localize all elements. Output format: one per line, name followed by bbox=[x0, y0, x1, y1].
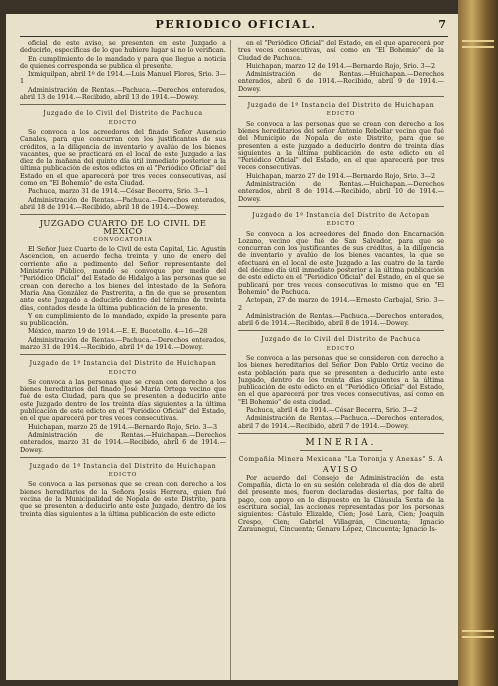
paragraph: Pachuca, abril 4 de 1914.—César Becerra, Srio. 3—2 bbox=[246, 406, 418, 415]
section-title: JUZGADO CUARTO DE LO CIVIL DE MEXICO bbox=[39, 218, 207, 236]
paragraph: Pachuca, marzo 31 de 1914.—César Becerra, Srio. 3—1 bbox=[28, 187, 209, 196]
section-title: Juzgado de 1º Instancia del Distrito de Huichapan bbox=[29, 462, 217, 470]
section-title: Juzgado de lo Civil del Distrito de Pachuca bbox=[261, 336, 421, 344]
section-subtitle: EDICTO bbox=[326, 221, 356, 228]
paragraph: Se convoca a los acreedores del finado don Encarnación Lozano, vecino que fué de San Salvador, para que se concurran con los justificantes de sus créditos, a la diligencia de inventario y avalúo de los bienes vacantes, la que se efectuará en el local de este Juzgado a las cuatro de la tarde del décimo día útil inmediato posterior a la última publicación de este edicto en el "Periódico Oficial" del Estado, en el que se publicará por tres veces consecutivas lo mismo que en "El Bohemio" de Pachuca. bbox=[238, 229, 444, 296]
paragraph: Huichapan, marzo 25 de 1914.—Bernardo Rojo, Srio. 3—3 bbox=[28, 422, 218, 431]
paragraph: oficial de este aviso, se presenten en este Juzgado a deducirlo, específicas de lo que hubiere lugar si no lo verifican. bbox=[20, 40, 226, 55]
paragraph: En cumplimiento de lo mandado y para que llegue a noticia de quienes corresponda se publica el presente. bbox=[20, 54, 226, 70]
section-subtitle: EDICTO bbox=[326, 345, 356, 352]
company-title: Compañía Minera Mexicana "La Toronja y Anexas" S. A bbox=[238, 456, 444, 464]
paragraph: Administración de Rentas.—Huichapan.—Derechos enterados, abril 6 de 1914.—Recibido, abril 9 de 1914.—Dowey. bbox=[238, 70, 444, 93]
book-spine bbox=[458, 0, 498, 686]
section-divider bbox=[20, 457, 226, 458]
paragraph: El Señor Juez Cuarto de lo Civil de esta Capital, Lic. Agustín Ascencion, en acuerdo fecha treinta y uno de enero del corriente año a pedimento del Señor representante del Ministerio Público, mandó se convoque por medio del "Periódico Oficial" del Estado de Hidalgo a las personas que se crean con derecho a los bienes del intestado de la Señora María Ana González de Pastrerita, a fin de que se presenten ante este Juzgado a deducirlo dentro del término de treinta días, contados desde la última publicación de la presente. bbox=[20, 245, 226, 312]
newspaper-page bbox=[6, 14, 458, 680]
paragraph: Administración de Rentas.—Pachuca.—Derechos enterados, abril 6 de 1914.—Recibido, abril 8 de 1914.—Dowey. bbox=[238, 311, 444, 328]
paragraph: Por acuerdo del Consejo de Administración de esta Compañía, dicta lo en su sesión celebrada el día dos de abril del presente mes, fueron declaradas desiertas, por falta de pago, con apoyo en lo dispuesto en la Cláusula Sexta de la escritura social, las acciones representadas por los personas siguientes: Cástulo Elizalde, Cien; José Lara, Cien; Joaquín Crespo, Cien; Gabriel Villagrán, Cincuenta; Ignacio Zaraunegui, Cincuenta; Genaro López, Cincuenta; Ignacio Is- bbox=[238, 473, 444, 533]
section-subtitle: CONVOCATORIA bbox=[93, 236, 153, 243]
section-title: Juzgado de 1º Instancia del Distrito de Actopan bbox=[252, 211, 430, 219]
spine-band bbox=[462, 636, 494, 638]
paragraph: Ixmiquilpan, abril 1º de 1914.—Luis Manuel Flores, Srio. 3—1 bbox=[20, 70, 226, 86]
header-title: PERIODICO OFICIAL. bbox=[155, 18, 317, 31]
paragraph: Administración de Rentas.—Huichapan.—Derechos enterados, abril 8 de 1914.—Recibido, abril 10 de 1914.—Dowey. bbox=[238, 180, 444, 203]
section-title: Juzgado de 1º Instancia del Distrito de Huichapan bbox=[29, 360, 217, 368]
section-divider bbox=[238, 96, 444, 97]
section-subtitle: EDICTO bbox=[108, 369, 138, 376]
mineria-heading: MINERIA. bbox=[305, 437, 377, 448]
section-divider bbox=[238, 206, 444, 207]
section-divider bbox=[300, 450, 382, 451]
section-title: Juzgado de lo Civil del Distrito de Pachuca bbox=[43, 110, 203, 118]
paragraph: Huichapan, marzo 12 de 1914.—Bernardo Rojo, Srio. 3—2 bbox=[246, 61, 436, 70]
paragraph: en el "Periódico Oficial" del Estado, en el que aparecerá por tres veces consecutivas, así como en "El Bohemio" de la Ciudad de Pachuca. bbox=[238, 40, 444, 62]
paragraph: Se convoca a las personas que se crean con derecho a los bienes hereditarios de la Señora Jesús Herrera, quien fué vecina de la Municipalidad de Nopala de este Distrito, para que se presenten a deducirlo ante este Juzgado, dentro de los treinta días siguientes a la última publicación de este edicto bbox=[20, 480, 226, 518]
header-rule bbox=[20, 36, 448, 37]
paragraph: Y en cumplimiento de lo mandado, expido la presente para su publicación. bbox=[20, 311, 226, 328]
paragraph: Se convoca a las personas que se crean con derecho a los bienes hereditarios del finado José María Ortega vecino que fué de esta Ciudad, para que se presenten a deducirlo ante este Juzgado dentro de los treinta días siguientes a la última publicación de este edicto en el "Periódico Oficial" del Estado, en el que aparecerá por tres veces consecutivas. bbox=[20, 377, 226, 423]
page-header bbox=[26, 18, 446, 34]
paragraph: Administración de Rentas.—Pachuca.—Derechos enterados, marzo 31 de 1914.—Recibido, abril 1º de 1914.—Dowey. bbox=[20, 335, 226, 351]
right-column bbox=[238, 40, 444, 674]
section-subtitle: EDICTO bbox=[108, 472, 138, 479]
left-column bbox=[20, 40, 226, 674]
paragraph: Se convoca a las personas que se consideren con derecho a los bienes hereditarios del Señor Don Pablo Ortiz vecino de esta población para que se presenten a deducirlo ante este Juzgado, dentro de los treinta días siguientes a la última publicación de este edicto en el "Periódico Oficial" del Estado, en el que aparecerá por tres veces consecutivas, así como en "El Bohemio" de esta ciudad. bbox=[238, 353, 444, 406]
paragraph: Administración de Rentas.—Pachuca.—Derechos enterados, abril 13 de 1914.—Recibido, abril 13 de 1914.—Dowey. bbox=[20, 85, 226, 102]
column-divider bbox=[230, 40, 231, 680]
paragraph: México, marzo 19 de 1914.—E. E. Bucetello. 4—16—28 bbox=[28, 327, 208, 336]
aviso-heading: AVISO bbox=[322, 464, 360, 474]
section-divider bbox=[20, 214, 226, 215]
page-number: 7 bbox=[438, 18, 446, 31]
section-divider bbox=[238, 433, 444, 434]
spine-band bbox=[462, 40, 494, 42]
spine-band bbox=[462, 630, 494, 632]
paragraph: Administración de Rentas.—Pachuca.—Derechos enterados, abril 7 de 1914.—Recibido, abril 7 de 1914.—Dowey. bbox=[238, 414, 444, 430]
section-subtitle: EDICTO bbox=[326, 111, 356, 118]
section-subtitle: EDICTO bbox=[108, 119, 138, 126]
paragraph: Administración de Rentas.—Huichapan.—Derechos enterados, marzo 31 de 1914.—Recibido, abril 6 de 1914.—Dowey. bbox=[20, 430, 226, 454]
section-title: Juzgado de 1º Instancia del Distrito de Huichapan bbox=[247, 102, 435, 110]
section-divider bbox=[20, 104, 226, 105]
paragraph: Actopan, 27 de marzo de 1914.—Ernesto Carbajal, Srio. 3—2 bbox=[238, 296, 444, 312]
paragraph: Huichapan, marzo 27 de 1914.—Bernardo Rojo, Srio. 3—2 bbox=[246, 171, 436, 180]
paragraph: Se convoca a las personas que se crean con derecho a los bienes hereditarios del señor Antonio Rebollar vecino que fué del Municipio de Nopala de este Distrito, para que se presenten a este juzgado a deducirlo dentro de treinta días siguientes a la última publicación de este edicto en el "Periódico Oficial" del Estado, en el que aparecerá por tres veces consecutivas. bbox=[238, 119, 444, 172]
section-divider bbox=[238, 330, 444, 331]
section-divider bbox=[20, 354, 226, 355]
paragraph: Administración de Rentas.—Pachuca.—Derechos enterados, abril 18 de 1914.—Recibido, abril 18 de 1914.—Dowey. bbox=[20, 195, 226, 211]
spine-band bbox=[462, 46, 494, 48]
paragraph: Se convoca a los acreedores del finado Señor Ausencio Canales, para que concurran con los justificantes de sus créditos, a la diligencia de inventario y avalúo de los bienes vacantes, que se practicará en el local de este Juzgado a las diez de la mañana del quinto día útil inmediato posterior a la última publicación de estos edictos en el "Periódico Oficial" del Estado en el que aparecerá por tres veces consecutivas, así como en "El Bohemio" de esta Ciudad. bbox=[20, 127, 226, 188]
